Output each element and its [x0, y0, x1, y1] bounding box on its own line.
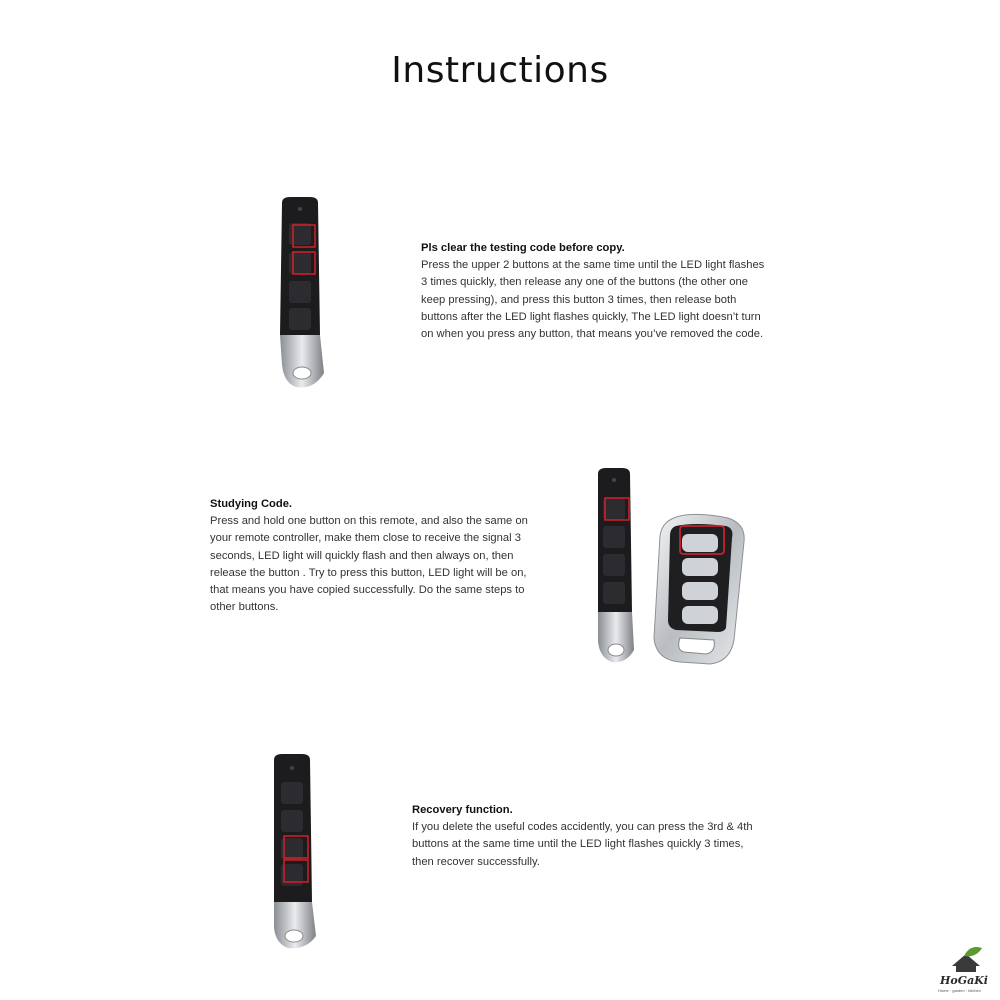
original-remote-image [650, 512, 750, 672]
remote-image-clear-code [270, 195, 340, 395]
house-leaf-icon [946, 944, 986, 974]
brand-name: HoGaKi [940, 974, 988, 987]
step-text-line: If you delete the useful codes accidently, you can press the 3rd & 4th [412, 821, 753, 834]
brand-tagline: Home · garden · kitchen [938, 988, 981, 993]
step-recovery [412, 802, 753, 871]
step-text-line: seconds, LED light will quickly flash and then always on, then [210, 549, 514, 562]
step-text-line: your remote controller, make them close to receive the signal 3 [210, 532, 521, 545]
brand-logo [936, 944, 996, 996]
step-text-line: Press the upper 2 buttons at the same time until the LED light flashes [421, 259, 765, 272]
step-text-line: 3 times quickly, then release any one of the buttons (the other one [421, 276, 748, 289]
step-text-line: then recover successfully. [412, 855, 540, 868]
step-text-line: Press and hold one button on this remote, and also the same on [210, 515, 528, 528]
step-text-line: release the button . Try to press this button, LED light will be on, [210, 566, 527, 579]
step-text-line: that means you have copied successfully. Do the same steps to [210, 584, 525, 597]
step-text-line: other buttons. [210, 601, 279, 614]
step-text-line: keep pressing), and press this button 3 times, then release both [421, 293, 737, 306]
remote-image-recovery [264, 752, 334, 952]
step-heading: Pls clear the testing code before copy. [421, 242, 625, 254]
step-heading: Studying Code. [210, 498, 293, 510]
step-text-line: buttons at the same time until the LED light flashes quickly 3 times, [412, 838, 744, 851]
step-clear-code [421, 240, 764, 343]
step-text-line: buttons after the LED light flashes quickly, The LED light doesn’t turn [421, 310, 761, 323]
page-title: Instructions [391, 50, 609, 91]
step-text-line: on when you press any button, that means you’ve removed the code. [421, 328, 764, 341]
step-studying-code [210, 496, 528, 616]
step-heading: Recovery function. [412, 804, 513, 816]
